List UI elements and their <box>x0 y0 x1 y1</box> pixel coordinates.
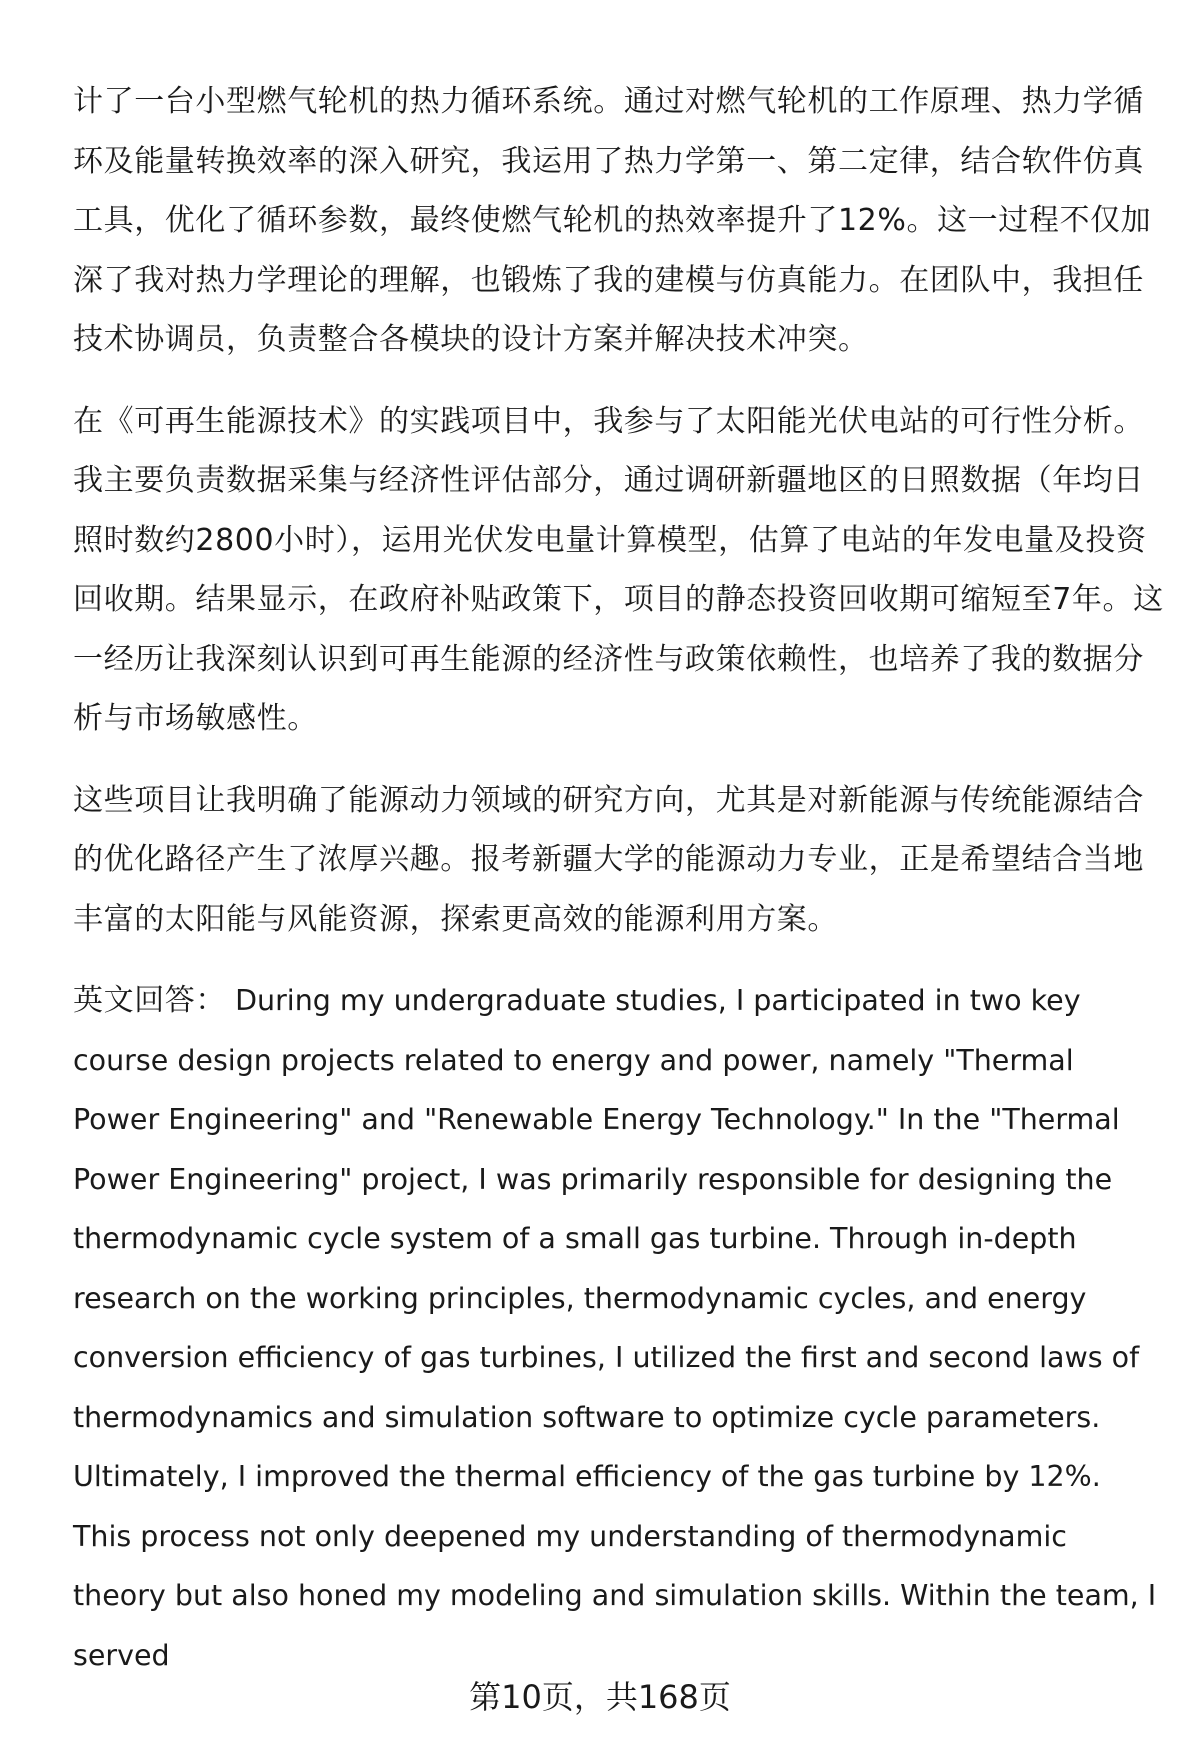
page-number: 第10页，共168页 <box>469 1678 731 1716</box>
paragraph-thermal-project: 计了一台小型燃气轮机的热力循环系统。通过对燃气轮机的工作原理、热力学循环及能量转换效率的深入研究，我运用了热力学第一、第二定律，结合软件仿真工具，优化了循环参数，最终使燃气轮机的热效率提升了12%。这一过程不仅加深了我对热力学理论的理解，也锻炼了我的建模与仿真能力。在团队中，我担任技术协调员，负责整合各模块的设计方案并解决技术冲突。 <box>73 84 1152 357</box>
paragraph-research-direction: 这些项目让我明确了能源动力领域的研究方向，尤其是对新能源与传统能源结合的优化路径产生了浓厚兴趣。报考新疆大学的能源动力专业，正是希望结合当地丰富的太阳能与风能资源，探索更高效的能源利用方案。 <box>73 782 1144 937</box>
english-answer-label: 英文回答： <box>73 983 226 1018</box>
english-answer-text: During my undergraduate studies, I participated in two key course design projects related to energy and power, namely "Thermal Power Engineering" and "Renewable Energy Technology." In the "Thermal Power Engineering" project, I was primarily responsible for designing the thermodynamic cycle system of a small gas turbine. Through in-depth research on the working principles, thermodynamic cycles, and energy conversion efficiency of gas turbines, I utilized the first and second laws of thermodynamics and simulation software to optimize cycle parameters. Ultimately, I improved the thermal efficiency of the gas turbine by 12%. This process not only deepened my understanding of thermodynamic theory but also honed my modeling and simulation skills. Within the team, I served <box>73 984 1157 1672</box>
paragraph-english-answer <box>73 971 1165 1685</box>
paragraph-renewable-project: 在《可再生能源技术》的实践项目中，我参与了太阳能光伏电站的可行性分析。我主要负责数据采集与经济性评估部分，通过调研新疆地区的日照数据（年均日照时数约2800小时），运用光伏发电量计算模型，估算了电站的年发电量及投资回收期。结果显示，在政府补贴政策下，项目的静态投资回收期可缩短至7年。这一经历让我深刻认识到可再生能源的经济性与政策依赖性，也培养了我的数据分析与市场敏感性。 <box>73 403 1164 736</box>
document-body <box>73 72 1165 1685</box>
